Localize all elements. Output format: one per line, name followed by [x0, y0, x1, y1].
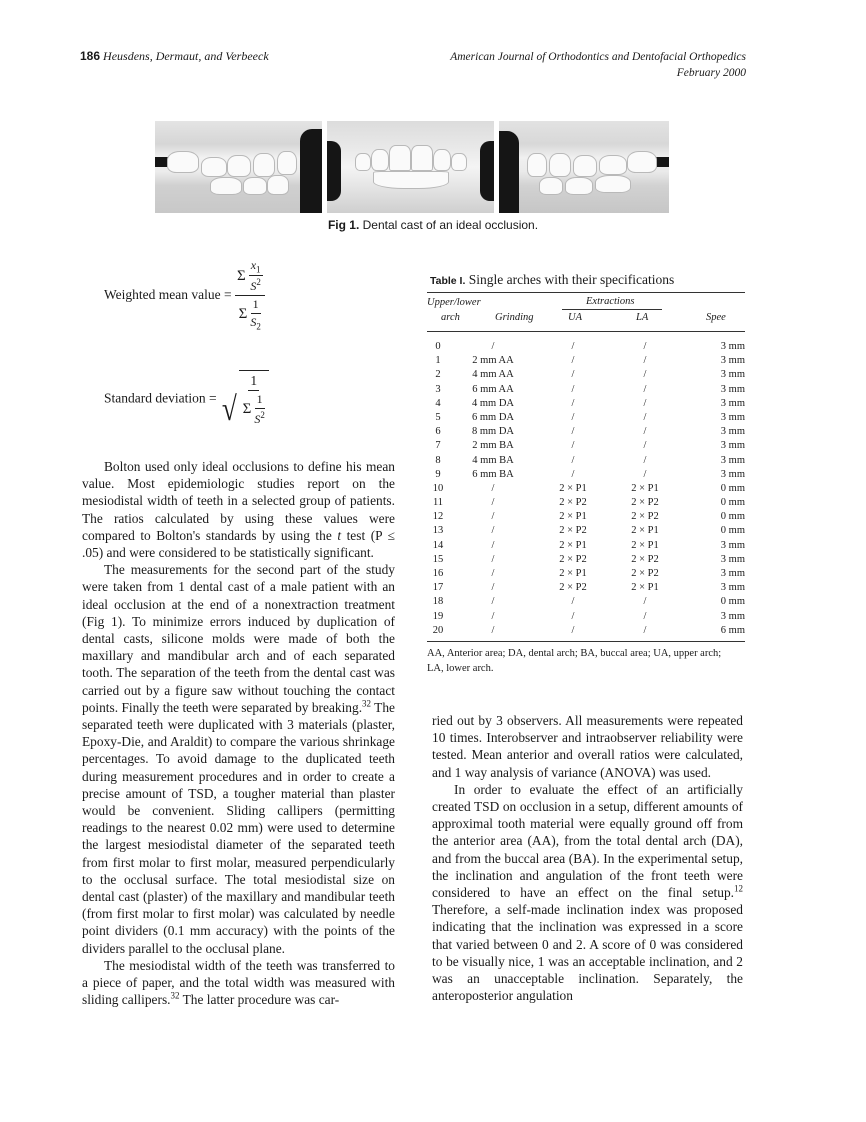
cell-grinding: /: [491, 568, 495, 579]
cell-arch: 1: [435, 355, 441, 367]
cell-grinding: /: [491, 610, 495, 622]
cell-grinding: 2 mm AA: [472, 355, 514, 367]
header-extractions: Extractions: [586, 296, 635, 307]
table-row: [427, 411, 745, 425]
table-row: [427, 340, 745, 354]
cell-arch: 9: [435, 468, 441, 480]
table-row: [427, 496, 745, 510]
cell-arch: 10: [432, 482, 444, 494]
header-arch-line2: arch: [441, 312, 460, 323]
reference-superscript: 32: [170, 990, 180, 1001]
cell-ua: /: [571, 596, 575, 608]
dental-cast-front-photo: [327, 121, 494, 213]
table-title: [430, 272, 674, 288]
reference-superscript: 12: [734, 883, 743, 894]
cell-grinding: /: [491, 553, 495, 565]
cell-grinding: /: [491, 511, 495, 523]
cell-ua: /: [571, 355, 575, 367]
cell-ua: 2 × P2: [559, 582, 587, 594]
cell-ua: 2 × P1: [559, 539, 587, 551]
author-names: Heusdens, Dermaut, and Verbeeck: [103, 49, 269, 63]
cell-ua: 2 × P1: [559, 511, 587, 523]
table-body: [427, 332, 745, 641]
table-row: [427, 368, 745, 382]
paragraph: In order to evaluate the effect of an artificially created TSD on occlusion in a setup, different amounts of approximal tooth material were equally ground off from the anterior area (AA), from the total dental arch (DA), and from the buccal area (BA). In the experimental setup, the inclination and angulation of the front teeth were considered to have an effect on the final setup.$^{12}$ Therefore, a self-made inclination index was proposed indicating that the inclination was expressed in a score that varied between 0 and 2. A score of 0 was considered to be visually nice, 1 was an acceptable inclination, and 2 was an unacceptable inclination. Separately, the anteroposterior angulation: [432, 781, 743, 1004]
cell-la: /: [643, 624, 647, 636]
numerator-one: 1: [251, 297, 261, 314]
cell-grinding: /: [491, 582, 495, 594]
cell-la: /: [643, 341, 647, 352]
cell-arch: 15: [432, 553, 444, 565]
cell-la: /: [643, 610, 647, 622]
figure-label: Fig 1.: [327, 218, 360, 232]
cell-arch: 11: [432, 497, 444, 509]
cell-la: /: [643, 454, 647, 466]
table-row: [427, 581, 745, 595]
table-row: [427, 482, 745, 496]
cell-grinding: /: [491, 525, 495, 537]
figure-caption: [0, 218, 866, 232]
cell-arch: 16: [432, 568, 444, 579]
cell-arch: 5: [435, 411, 441, 423]
cell-spee: 6 mm: [720, 624, 745, 636]
dental-cast-left-photo: [155, 121, 322, 213]
table-title-text: Single arches with their specifications: [468, 272, 675, 287]
table-row: [427, 624, 745, 638]
table-row: [427, 567, 745, 581]
cell-spee: 3 mm: [720, 454, 745, 466]
cell-grinding: 4 mm BA: [472, 454, 514, 466]
cell-arch: 14: [432, 539, 444, 551]
cell-la: /: [643, 468, 647, 480]
cell-arch: 17: [432, 582, 444, 594]
cell-la: /: [643, 369, 647, 381]
cell-la: /: [643, 411, 647, 423]
paragraph: The measurements for the second part of the study were taken from 1 dental cast of a male patient with an ideal occlusion at the end of a nonextraction treatment (Fig 1). To minimize errors induced by duplication of dental casts, silicone molds were made of both the maxillary and mandibular arch and of each separated tooth. The separation of the teeth from the dental cast was carried out by a figure saw without touching the contact points. Finally the teeth were separated by breaking.$^{32}$ The separated teeth were duplicated with 3 materials (plaster, Epoxy-Die, and Araldit) to compare the various shrinkage percentages. To avoid damage to the duplicated teeth during measurement procedures and in order to create a precise amount of TSD, a tougher material than plaster would be convenient. Sliding callipers (permitting readings to the nearest 0.02 mm) were used to determine the largest mesiodistal diameter of the separated teeth from first molar to first molar, measured perpendicularly to the occlusal surface. The total mesiodistal size on dental cast (plaster) of the maxillary and mandibular teeth (from first molar to first molar) was calculated by needle point dividers (0.1 mm accuracy) with the points of the dividers parallel to the occlusal plane.: [82, 562, 395, 956]
table-label: Table I.: [430, 275, 466, 287]
variable-s: S: [250, 279, 257, 294]
cell-spee: 3 mm: [720, 383, 745, 395]
cell-arch: 18: [432, 596, 444, 608]
cell-grinding: /: [491, 596, 495, 608]
cell-arch: 0: [435, 341, 441, 352]
subscript: 1: [256, 264, 261, 275]
right-column-text: [432, 712, 743, 1004]
sigma-symbol: Σ: [242, 401, 252, 417]
cell-arch: 19: [432, 610, 444, 622]
header-grinding: Grinding: [495, 312, 534, 323]
radical-sign: √: [221, 391, 237, 428]
paragraph: Bolton used only ideal occlusions to define his mean value. Most epidemiologic studies report on the mesiodistal width of teeth in a selected group of patients. The ratios calculated by using these values were compared to Bolton's standards by using the t test (P ≤ .05) and were considered to be statistically significant.: [82, 459, 395, 561]
table-row: [427, 510, 745, 524]
cell-grinding: /: [491, 624, 495, 636]
cell-arch: 7: [435, 440, 441, 452]
cell-grinding: 8 mm DA: [472, 426, 514, 438]
cell-grinding: /: [491, 497, 495, 509]
header-ua: UA: [568, 312, 582, 323]
cell-spee: 3 mm: [720, 582, 745, 594]
std-dev-label: Standard deviation =: [104, 390, 217, 406]
cell-grinding: 6 mm BA: [472, 468, 514, 480]
table-row: [427, 425, 745, 439]
cell-ua: 2 × P2: [559, 553, 587, 565]
table-row: [427, 383, 745, 397]
sigma-symbol: Σ: [236, 267, 246, 284]
weighted-mean-label: Weighted mean value =: [104, 286, 232, 302]
header-la: LA: [636, 312, 649, 323]
standard-deviation-equation: [104, 370, 269, 427]
cell-la: /: [643, 355, 647, 367]
cell-la: 2 × P2: [631, 568, 659, 579]
cell-la: 2 × P2: [631, 553, 659, 565]
cell-ua: 2 × P2: [559, 525, 587, 537]
cell-ua: /: [571, 411, 575, 423]
variable-s: S: [250, 315, 257, 330]
table-row: [427, 354, 745, 368]
cell-la: /: [643, 397, 647, 409]
cell-la: 2 × P2: [631, 511, 659, 523]
sigma-symbol: Σ: [238, 306, 248, 323]
cell-spee: 0 mm: [720, 596, 745, 608]
radical-expression: [220, 370, 269, 427]
cell-la: /: [643, 426, 647, 438]
cell-grinding: 6 mm DA: [472, 411, 514, 423]
cell-spee: 3 mm: [720, 397, 745, 409]
cell-ua: /: [571, 454, 575, 466]
running-header-left: [80, 49, 269, 64]
numerator-one: 1: [248, 373, 259, 391]
weighted-mean-equation: [104, 258, 265, 332]
header-arch-line1: Upper/lower: [427, 297, 481, 308]
table-row: [427, 468, 745, 482]
table-single-arches: [427, 292, 745, 676]
paragraph: The mesiodistal width of the teeth was transferred to a piece of paper, and the total width was measured with sliding callipers.$^{32}$ The latter procedure was car-: [82, 957, 395, 1008]
reference-superscript: 32: [362, 698, 372, 709]
cell-la: 2 × P1: [631, 539, 659, 551]
cell-spee: 3 mm: [720, 553, 745, 565]
cell-grinding: 4 mm DA: [472, 397, 514, 409]
table-header: [427, 293, 745, 331]
cell-la: 2 × P1: [631, 525, 659, 537]
cell-spee: 3 mm: [720, 411, 745, 423]
cell-arch: 6: [435, 426, 441, 438]
cell-spee: 3 mm: [720, 468, 745, 480]
cell-arch: 4: [435, 397, 441, 409]
running-header-right: [450, 49, 746, 81]
cell-arch: 3: [435, 383, 441, 395]
weighted-mean-fraction: [235, 258, 265, 332]
cell-ua: /: [571, 397, 575, 409]
cell-la: 2 × P1: [631, 582, 659, 594]
cell-spee: 3 mm: [720, 341, 745, 352]
cell-spee: 3 mm: [720, 369, 745, 381]
left-column-text: [82, 458, 395, 1009]
superscript: 2: [260, 410, 265, 420]
table-row: [427, 439, 745, 453]
table-row: [427, 610, 745, 624]
cell-spee: 0 mm: [720, 525, 745, 537]
table-footnote: AA, Anterior area; DA, dental arch; BA, buccal area; UA, upper arch; LA, lower arch.: [427, 647, 722, 674]
cell-ua: /: [571, 426, 575, 438]
superscript: 2: [256, 277, 261, 288]
cell-la: /: [643, 440, 647, 452]
cell-ua: /: [571, 624, 575, 636]
cell-ua: 2 × P1: [559, 568, 587, 579]
cell-spee: 0 mm: [720, 482, 745, 494]
cell-grinding: /: [491, 341, 495, 352]
cell-arch: 13: [432, 525, 444, 537]
cell-ua: /: [571, 369, 575, 381]
cell-grinding: 2 mm BA: [472, 440, 514, 452]
cell-arch: 2: [435, 369, 441, 381]
table-row: [427, 553, 745, 567]
cell-spee: 3 mm: [720, 568, 745, 579]
journal-title: American Journal of Orthodontics and Dentofacial Orthopedics: [450, 51, 746, 63]
cell-ua: /: [571, 468, 575, 480]
cell-spee: 3 mm: [720, 355, 745, 367]
table-row: [427, 524, 745, 538]
cell-spee: 0 mm: [720, 511, 745, 523]
cell-la: 2 × P2: [631, 497, 659, 509]
table-row: [427, 397, 745, 411]
table-row: [427, 539, 745, 553]
cell-ua: /: [571, 440, 575, 452]
cell-la: /: [643, 596, 647, 608]
figure-caption-text: Dental cast of an ideal occlusion.: [362, 218, 539, 232]
cell-spee: 3 mm: [720, 610, 745, 622]
cell-spee: 0 mm: [720, 497, 745, 509]
page-number: 186: [80, 49, 101, 63]
cell-grinding: 6 mm AA: [472, 383, 514, 395]
cell-grinding: 4 mm AA: [472, 369, 514, 381]
dental-cast-right-photo: [499, 121, 669, 213]
cell-ua: 2 × P1: [559, 482, 587, 494]
table-row: [427, 454, 745, 468]
cell-grinding: /: [491, 482, 495, 494]
cell-grinding: /: [491, 539, 495, 551]
cell-arch: 20: [432, 624, 444, 636]
cell-spee: 3 mm: [720, 440, 745, 452]
variable-x: x: [250, 258, 257, 272]
cell-arch: 12: [432, 511, 444, 523]
cell-ua: /: [571, 610, 575, 622]
cell-ua: 2 × P2: [559, 497, 587, 509]
cell-spee: 3 mm: [720, 539, 745, 551]
header-spee: Spee: [706, 312, 726, 323]
cell-spee: 3 mm: [720, 426, 745, 438]
cell-ua: /: [571, 341, 575, 352]
inner-numerator: 1: [255, 392, 265, 409]
subscript: 2: [256, 321, 261, 332]
cell-arch: 8: [435, 454, 441, 466]
variable-s: S: [254, 412, 261, 426]
paragraph: ried out by 3 observers. All measurements were repeated 10 times. Interobserver and intraobserver reliability were tested. Mean anterior and overall ratios were calculated, and 1 way analysis of variance (ANOVA) was used.: [432, 713, 743, 780]
cell-la: /: [643, 383, 647, 395]
figure-1: [155, 121, 706, 213]
cell-ua: /: [571, 383, 575, 395]
cell-la: 2 × P1: [631, 482, 659, 494]
issue-date: February 2000: [676, 67, 746, 79]
table-row: [427, 595, 745, 609]
extractions-rule: [562, 309, 662, 310]
